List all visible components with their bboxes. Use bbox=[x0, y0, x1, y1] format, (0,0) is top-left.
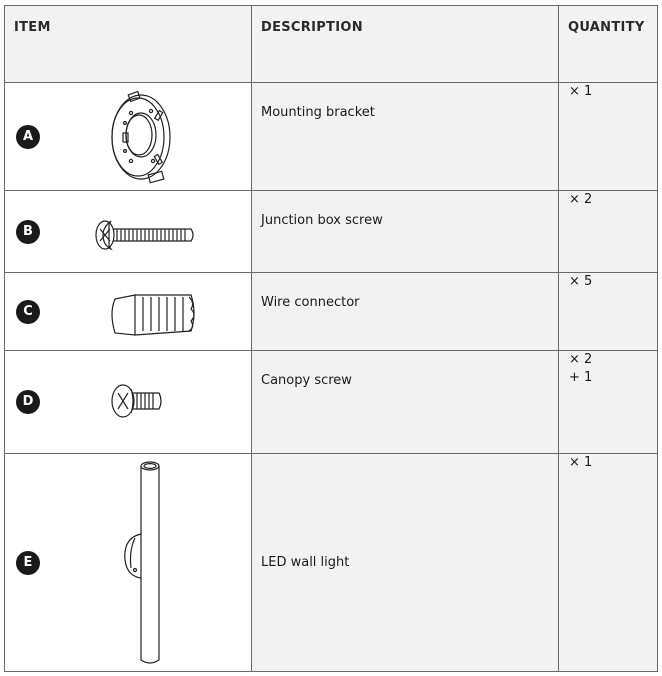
quantity-value: × 5 bbox=[569, 274, 593, 289]
table-row bbox=[5, 273, 658, 351]
description-cell: Wire connector bbox=[252, 273, 559, 351]
item-letter-badge: A bbox=[16, 125, 40, 149]
header-row bbox=[5, 6, 658, 83]
table-row bbox=[5, 351, 658, 454]
quantity-cell bbox=[559, 454, 658, 672]
item-header: ITEM bbox=[5, 6, 252, 83]
quantity-cell bbox=[559, 273, 658, 351]
canopy-screw-icon bbox=[65, 351, 185, 454]
description-cell: Canopy screw bbox=[252, 351, 559, 454]
quantity-header: QUANTITY bbox=[559, 6, 658, 83]
description-header: DESCRIPTION bbox=[252, 6, 559, 83]
item-letter-badge: D bbox=[16, 390, 40, 414]
description-cell: Mounting bracket bbox=[252, 83, 559, 191]
parts-table bbox=[4, 5, 658, 672]
junction-box-screw-icon bbox=[65, 191, 205, 273]
quantity-cell bbox=[559, 351, 658, 454]
quantity-value: × 2 bbox=[569, 352, 593, 367]
quantity-cell bbox=[559, 191, 658, 273]
description-cell: LED wall light bbox=[252, 454, 559, 672]
quantity-value: × 1 bbox=[569, 455, 593, 470]
table-row bbox=[5, 191, 658, 273]
quantity-value: × 2 bbox=[569, 192, 593, 207]
item-letter-badge: C bbox=[16, 300, 40, 324]
mounting-bracket-icon bbox=[65, 83, 185, 191]
item-cell bbox=[5, 83, 252, 191]
quantity-cell bbox=[559, 83, 658, 191]
description-cell: Junction box screw bbox=[252, 191, 559, 273]
item-letter-badge: E bbox=[16, 551, 40, 575]
item-cell bbox=[5, 454, 252, 672]
led-wall-light-icon bbox=[65, 454, 185, 672]
item-letter-badge: B bbox=[16, 220, 40, 244]
table-row bbox=[5, 454, 658, 672]
quantity-value: × 1 bbox=[569, 84, 593, 99]
item-cell bbox=[5, 351, 252, 454]
table-row bbox=[5, 83, 658, 191]
item-cell bbox=[5, 191, 252, 273]
item-cell bbox=[5, 273, 252, 351]
wire-connector-icon bbox=[65, 273, 205, 351]
quantity-extra-value: + 1 bbox=[569, 370, 593, 385]
